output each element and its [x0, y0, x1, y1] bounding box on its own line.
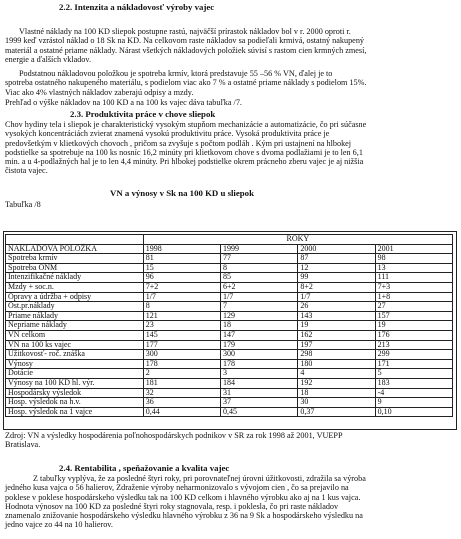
value-cell-1998: 178 [143, 359, 220, 369]
table-corner-cell [6, 235, 144, 245]
row-header-cell: NAKLADOVA POLOŽKA [6, 244, 144, 254]
value-cell-1999: 8 [221, 263, 298, 273]
text-line: čistota vajec. [5, 166, 48, 176]
row-label-cell: Spotreba ONM [6, 263, 144, 273]
row-label-cell: Nepriame náklady [6, 321, 144, 331]
row-label-cell: VN na 100 ks vajec [6, 340, 144, 350]
value-cell-1998: 81 [143, 254, 220, 264]
value-cell-2000: 4 [298, 369, 375, 379]
value-cell-2001: 5 [375, 369, 452, 379]
value-cell-2001: 183 [375, 378, 452, 388]
value-cell-1998: 32 [143, 388, 220, 398]
text-line: Viac ako 4% vlastných nákladov zaberajú odpisy a mzdy. [5, 87, 194, 97]
value-cell-1999: 0,45 [221, 407, 298, 417]
value-cell-1999: 77 [221, 254, 298, 264]
years-group-header: ROKY [143, 235, 452, 245]
table-row [6, 350, 453, 360]
row-label-cell: Priame náklady [6, 311, 144, 321]
value-cell-1999: 300 [221, 350, 298, 360]
row-label-cell: Výnosy na 100 KD hl. výr. [6, 378, 144, 388]
text-line: vysokých koncentráciách zvierat znamená vysokú produktivitu práce. Vysoká produktivita práce je [5, 129, 330, 139]
value-cell-1998: 177 [143, 340, 220, 350]
text-line: Bratislava. [5, 440, 41, 450]
value-cell-2000: 298 [298, 350, 375, 360]
value-cell-2001: 213 [375, 340, 452, 350]
table-row [6, 369, 453, 379]
row-label-cell: Ost.pr.náklady [6, 302, 144, 312]
table-row [6, 398, 453, 408]
value-cell-1998: 96 [143, 273, 220, 283]
value-cell-1999: 7 [221, 302, 298, 312]
value-cell-1998: 181 [143, 378, 220, 388]
value-cell-2001: 157 [375, 311, 452, 321]
value-cell-2000: 180 [298, 359, 375, 369]
value-cell-1999: 184 [221, 378, 298, 388]
text-line: znamenalo znižovanie hospodárskeho výsledku hlavného výrobku z 36 na 9 Sk a hospodárskeho výsledku na [5, 511, 363, 521]
year-header-2001: 2001 [375, 244, 452, 254]
value-cell-2000: 0,37 [298, 407, 375, 417]
text-line: Zdroj: VN a výsledky hospodárenia poľnohospodárskych podnikov v SR za rok 1998 až 2001, VUEPP [5, 431, 343, 440]
value-cell-2000: 87 [298, 254, 375, 264]
row-label-cell: VN celkom [6, 330, 144, 340]
value-cell-1999: 6+2 [221, 282, 298, 292]
section-2-2-paragraph-1 [5, 27, 455, 64]
text-line: poklese v poklese hospodárskeho výsledku tak na 100 KD celkom i hlavného výrobku ako aj na 1 kus vajca. [5, 492, 361, 502]
value-cell-1998: 15 [143, 263, 220, 273]
table-label: Tabuľka /8 [5, 200, 41, 209]
value-cell-2000: 1/7 [298, 292, 375, 302]
value-cell-1998: 300 [143, 350, 220, 360]
value-cell-2000: 197 [298, 340, 375, 350]
section-2-2-paragraph-3: Prehľad o výške nákladov na 100 KD a na 100 ks vajec dáva tabuľka /7. [5, 98, 242, 107]
text-line: min. a u 4-podlažných hal je to len 4,4 minúty. Pri hlbokej podstielke okrem prácneho zberu vajec je aj nižšia [5, 157, 364, 167]
section-2-3-heading: 2.3. Produktivita práce v chove sliepok [70, 109, 216, 119]
value-cell-2000: 19 [298, 321, 375, 331]
value-cell-1999: 147 [221, 330, 298, 340]
year-header-2000: 2000 [298, 244, 375, 254]
value-cell-2001: 13 [375, 263, 452, 273]
value-cell-1998: 121 [143, 311, 220, 321]
value-cell-1998: 145 [143, 330, 220, 340]
value-cell-1999: 178 [221, 359, 298, 369]
value-cell-1998: 2 [143, 369, 220, 379]
row-label-cell: Intenzifikačné náklady [6, 273, 144, 283]
value-cell-2001: -4 [375, 388, 452, 398]
value-cell-2001: 19 [375, 321, 452, 331]
row-label-cell: Opravy a údržba + odpisy [6, 292, 144, 302]
value-cell-1998: 7+2 [143, 282, 220, 292]
text-line: energie a ďalších vkladov. [5, 54, 91, 64]
table-source [5, 431, 455, 450]
section-2-4-paragraph [5, 474, 455, 530]
value-cell-2001: 111 [375, 273, 452, 283]
table-row [6, 407, 453, 417]
value-cell-1998: 0,44 [143, 407, 220, 417]
text-line: Podstatnou nákladovou položkou je spotreba krmív, ktorá predstavuje 55 –56 % VN, ďalej je to [19, 69, 333, 78]
row-label-cell: Úžitkovosť- roč. znáška [6, 350, 144, 360]
text-line: 1999 keď vzrástol náklad o 18 Sk na KD. Na celkovom raste nákladov sa podieľali krmivá, ostatný nakupený [5, 36, 365, 46]
table-row [6, 330, 453, 340]
row-label-cell: Výnosy [6, 359, 144, 369]
text-line: Hodnota výnosov na 100 KD za posledné štyri roky stagnovala, resp. i poklesla, čo pri raste nákladov [5, 501, 339, 511]
value-cell-1999: 1/7 [221, 292, 298, 302]
year-header-1999: 1999 [221, 244, 298, 254]
text-line: Z tabuľky vyplýva, že za posledné štyri roky, pri porovnateľnej úrovni úžitkovosti, zdražila sa výroba [33, 474, 366, 483]
table-row [6, 254, 453, 264]
value-cell-2000: 12 [298, 263, 375, 273]
text-line: jedno vajce zo 44 na 10 halierov. [5, 520, 113, 530]
value-cell-2001: 1+8 [375, 292, 452, 302]
value-cell-2000: 99 [298, 273, 375, 283]
value-cell-2000: 8+2 [298, 282, 375, 292]
table-row [6, 282, 453, 292]
value-cell-2001: 9 [375, 398, 452, 408]
value-cell-2000: 18 [298, 388, 375, 398]
value-cell-2000: 192 [298, 378, 375, 388]
value-cell-2000: 30 [298, 398, 375, 408]
value-cell-1999: 3 [221, 369, 298, 379]
text-line: Chov hydiny tela i sliepok je charakteristický vysokým stupňom mechanizácie a automatizácie, čo pri súčasne [5, 120, 367, 129]
table-row [6, 378, 453, 388]
value-cell-1998: 36 [143, 398, 220, 408]
text-line: spotreba ostatného nakupeného materiálu, s podielom viac ako 7 % a ostatné priame náklady s podielom 15%. [5, 78, 367, 88]
value-cell-2001: 98 [375, 254, 452, 264]
table-row [6, 321, 453, 331]
value-cell-1999: 31 [221, 388, 298, 398]
value-cell-2001: 0,10 [375, 407, 452, 417]
text-line: podstielke sa spotrebuje na 100 ks nosníc 16,2 minúty pri klietkovom chove s dvoma podlažiami je to len 6,1 [5, 147, 363, 157]
value-cell-1999: 37 [221, 398, 298, 408]
section-2-3-paragraph [5, 120, 455, 176]
row-label-cell: Mzdy + soc.n. [6, 282, 144, 292]
value-cell-2001: 7+3 [375, 282, 452, 292]
text-line: predovšetkým v klietkových chovoch , pričom sa zvyšuje s počtom podláh . Kým pri ustajnení na hlbokej [5, 138, 352, 148]
table-title: VN a výnosy v Sk na 100 KD u sliepok [110, 188, 254, 198]
value-cell-2000: 26 [298, 302, 375, 312]
value-cell-1999: 179 [221, 340, 298, 350]
value-cell-1999: 18 [221, 321, 298, 331]
text-line: materiál a ostatné priame náklady. Nárast všetkých nákladových položiek súvisí s rastom cien krmných zmesí, [5, 45, 367, 55]
value-cell-1999: 129 [221, 311, 298, 321]
value-cell-2000: 162 [298, 330, 375, 340]
table-row [6, 359, 453, 369]
text-line: Vlastné náklady na 100 KD sliepok postupne rastú, najväčší prírastok nákladov bol v r. 2000 oproti r. [19, 27, 351, 36]
costs-revenues-table [5, 234, 453, 417]
year-header-1998: 1998 [143, 244, 220, 254]
value-cell-2000: 143 [298, 311, 375, 321]
value-cell-2001: 176 [375, 330, 452, 340]
value-cell-1998: 23 [143, 321, 220, 331]
value-cell-2001: 171 [375, 359, 452, 369]
value-cell-2001: 27 [375, 302, 452, 312]
row-label-cell: Hosp. výsledok na 1 vajce [6, 407, 144, 417]
row-label-cell: Spotreba krmív [6, 254, 144, 264]
value-cell-1999: 85 [221, 273, 298, 283]
row-label-cell: Hospodársky výsledok [6, 388, 144, 398]
value-cell-2001: 299 [375, 350, 452, 360]
row-label-cell: Hosp. výsledok na h.v. [6, 398, 144, 408]
section-2-2-heading: 2.2. Intenzita a nákladovosť výroby vajec [59, 2, 215, 12]
value-cell-1998: 8 [143, 302, 220, 312]
value-cell-1998: 1/7 [143, 292, 220, 302]
text-line: jedného kusa vajca o 56 halierov, Zdraženie výroby neharmonizovalo s vývojom cien , čo sa prejavilo na [5, 483, 349, 493]
table-header-row-roky [6, 235, 453, 245]
table-row [6, 302, 453, 312]
row-label-cell: Dotácie [6, 369, 144, 379]
section-2-2-paragraph-2 [5, 69, 455, 97]
section-2-4-heading: 2.4. Rentabilita , speňažovanie a kvalita vajec [59, 463, 230, 473]
